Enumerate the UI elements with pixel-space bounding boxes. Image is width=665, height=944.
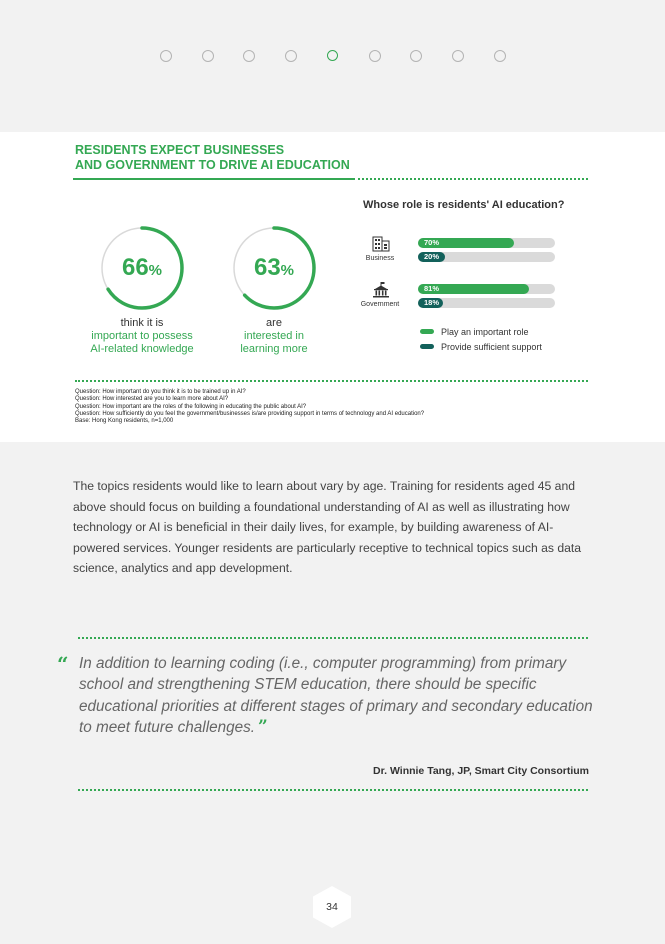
page-dot-active[interactable] xyxy=(327,50,338,61)
close-quote-icon: ” xyxy=(258,717,268,738)
page-dot[interactable] xyxy=(494,50,506,62)
role-chart-heading: Whose role is residents' AI education? xyxy=(363,199,565,211)
bar-government-important xyxy=(418,284,555,294)
entity-label-business: Business xyxy=(365,255,395,262)
note-line: Question: How interested are you to learn more about AI? xyxy=(75,396,229,403)
legend-item-important: Play an important role xyxy=(420,327,529,338)
bar-fill xyxy=(418,298,443,308)
survey-notes xyxy=(75,389,424,425)
legend-swatch xyxy=(420,344,434,349)
bar-value-label: 70% xyxy=(424,238,440,247)
bar-business-support xyxy=(418,252,555,262)
page-dot[interactable] xyxy=(452,50,464,62)
page-dot[interactable] xyxy=(202,50,214,62)
bar-value-label: 18% xyxy=(424,298,440,307)
page-dot[interactable] xyxy=(369,50,381,62)
stat-ring-important xyxy=(100,226,184,310)
body-paragraph: The topics residents would like to learn about vary by age. Training for residents aged 45 and above should focus on building a foundational understanding of AI as well as illustrating how technology or AI is beneficial in their daily lives, for example, by building awareness of AI-powered services. Younger residents are particularly receptive to technical topics such as data science, analytics and app development. xyxy=(73,479,582,576)
note-line: Question: How important are the roles of the following in educating the public about AI? xyxy=(75,403,307,410)
page-dot[interactable] xyxy=(410,50,422,62)
bar-value-label: 20% xyxy=(424,252,440,261)
bar-fill xyxy=(418,252,445,262)
bar-fill xyxy=(418,284,529,294)
stat-value: 66% xyxy=(121,254,163,281)
note-line: Question: How important do you think it is to be trained up in AI? xyxy=(75,389,246,395)
title-dotted-rule xyxy=(353,178,588,180)
quote-attribution: Dr. Winnie Tang, JP, Smart City Consortium xyxy=(373,765,589,777)
quote-top-rule xyxy=(78,637,588,639)
quote-text: In addition to learning coding (i.e., computer programming) from primary school and strengthening STEM education, there should be specific educational priorities at different stages of primary and secondary education to meet future challenges. ” xyxy=(79,655,593,738)
page-dot[interactable] xyxy=(243,50,255,62)
infographic-panel xyxy=(0,132,665,442)
page-number: 34 xyxy=(326,901,338,913)
bar-business-important xyxy=(418,238,555,248)
bar-value-label: 81% xyxy=(424,284,440,293)
pagination-dots xyxy=(0,50,665,64)
bar-fill xyxy=(418,238,514,248)
entity-label-government: Government xyxy=(360,301,400,308)
title-line-2: AND GOVERNMENT TO DRIVE AI EDUCATION xyxy=(75,158,350,172)
stat-ring-interested xyxy=(232,226,316,310)
page-dot[interactable] xyxy=(160,50,172,62)
building-icon xyxy=(372,236,390,252)
page-number-badge xyxy=(312,885,352,929)
stat-label-interested: are interested in learning more xyxy=(240,317,308,355)
government-building-icon xyxy=(372,282,390,298)
open-quote-icon: “ xyxy=(57,652,69,676)
title-underline xyxy=(73,178,353,180)
legend-swatch xyxy=(420,329,434,334)
quote-bottom-rule xyxy=(78,789,588,791)
note-line: Question: How sufficiently do you feel the government/businesses is/are providing support in terms of technology and AI education? xyxy=(75,410,425,417)
notes-dotted-rule xyxy=(75,380,588,382)
stat-label-important: think it is important to possess AI-related knowledge xyxy=(90,317,194,355)
note-line: Base: Hong Kong residents, n=1,000 xyxy=(75,418,174,425)
bar-government-support xyxy=(418,298,555,308)
infographic-title xyxy=(75,143,350,173)
page-dot[interactable] xyxy=(285,50,297,62)
legend-item-support: Provide sufficient support xyxy=(420,342,542,353)
stat-value: 63% xyxy=(253,254,295,281)
title-line-1: RESIDENTS EXPECT BUSINESSES xyxy=(75,143,285,157)
